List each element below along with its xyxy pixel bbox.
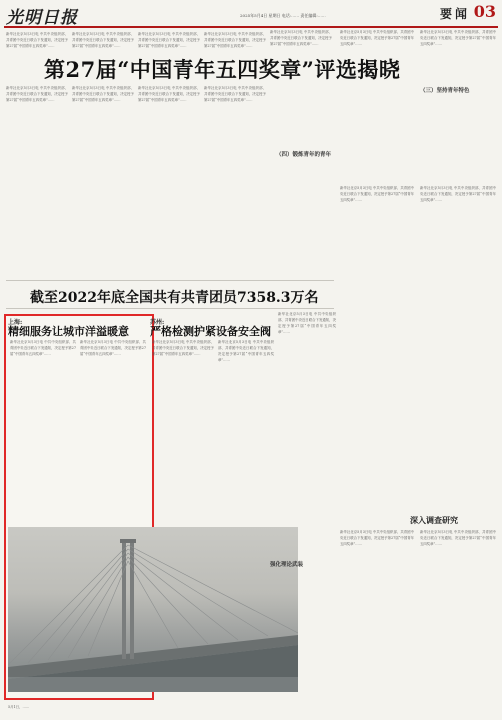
story-kicker-shanghai: 上海:	[8, 319, 23, 326]
story-kicker-suzhou: 苏州:	[150, 319, 165, 326]
text-column: 新华社北京5月3日电 中共中央组织部、共青团中央近日联合下发通知，决定授予第27届“中国青年五四奖章”……	[72, 32, 134, 48]
text-column: 新华社北京5月3日电 中共中央组织部、共青团中央近日联合下发通知，决定授予第27届“中国青年五四奖章”……	[420, 30, 496, 46]
subhead: 强化理论武装	[270, 562, 304, 568]
text-column: 新华社北京5月3日电 中共中央组织部、共青团中央近日联合下发通知，决定授予第27届“中国青年五四奖章”……	[204, 32, 266, 48]
text-column: 新华社北京5月3日电 中共中央组织部、共青团中央近日联合下发通知，决定授予第27届“中国青年五四奖章”……	[6, 86, 68, 102]
text-column: 新华社北京5月3日电 中共中央组织部、共青团中央近日联合下发通知，决定授予第27届“中国青年五四奖章”……	[72, 86, 134, 102]
story-headline-shanghai: 精细服务让城市洋溢暖意	[8, 325, 129, 338]
dateline: 2025年5月4日 星期日 电话:…… 责任编辑:……	[240, 13, 326, 18]
text-column: 新华社北京5月3日电 中共中央组织部、共青团中央近日联合下发通知，决定授予第27届“中国青年五四奖章”……	[152, 340, 214, 356]
text-column: 新华社北京5月3日电 中共中央组织部、共青团中央近日联合下发通知，决定授予第27届“中国青年五四奖章”……	[340, 530, 414, 546]
text-column: 新华社北京5月3日电 中共中央组织部、共青团中央近日联合下发通知，决定授予第27届“中国青年五四奖章”……	[340, 30, 414, 46]
text-column: 新华社北京5月3日电 中共中央组织部、共青团中央近日联合下发通知，决定授予第27届“中国青年五四奖章”……	[340, 186, 414, 202]
text-column: 新华社北京5月3日电 中共中央组织部、共青团中央近日联合下发通知，决定授予第27届“中国青年五四奖章”……	[420, 186, 496, 202]
text-column: 新华社北京5月3日电 中共中央组织部、共青团中央近日联合下发通知，决定授予第27届“中国青年五四奖章”……	[138, 86, 200, 102]
bridge-photo	[8, 527, 298, 692]
second-headline: 截至2022年底全国共有共青团员7358.3万名	[30, 290, 319, 306]
main-headline: 第27届“中国青年五四奖章”评选揭晓	[44, 57, 401, 82]
section-heading: 深入调查研究	[410, 515, 458, 525]
text-column: 新华社北京5月3日电 中共中央组织部、共青团中央近日联合下发通知，决定授予第27届“中国青年五四奖章”……	[270, 30, 332, 46]
text-column: 新华社北京5月3日电 中共中央组织部、共青团中央近日联合下发通知，决定授予第27届“中国青年五四奖章”……	[420, 530, 496, 546]
divider	[6, 308, 334, 309]
text-column: 新华社北京5月3日电 中共中央组织部、共青团中央近日联合下发通知，决定授予第27届“中国青年五四奖章”……	[204, 86, 266, 102]
divider	[6, 280, 334, 281]
text-column: 新华社北京5月3日电 中共中央组织部、共青团中央近日联合下发通知，决定授予第27届“中国青年五四奖章”……	[138, 32, 200, 48]
masthead	[4, 2, 498, 28]
photo-caption: 5月1日，……	[8, 705, 30, 709]
text-column: 新华社北京5月3日电 中共中央组织部、共青团中央近日联合下发通知，决定授予第27届“中国青年五四奖章”……	[10, 340, 76, 356]
bridge-illustration	[8, 527, 298, 692]
subhead: （三）坚持青年特色	[420, 88, 470, 94]
text-column: 新华社北京5月3日电 中共中央组织部、共青团中央近日联合下发通知，决定授予第27届“中国青年五四奖章”……	[80, 340, 146, 356]
story-headline-suzhou: 严格检测护紧设备安全阀	[150, 325, 271, 338]
text-column: 新华社北京5月3日电 中共中央组织部、共青团中央近日联合下发通知，决定授予第27届“中国青年五四奖章”……	[218, 340, 274, 362]
text-column: 新华社北京5月3日电 中共中央组织部、共青团中央近日联合下发通知，决定授予第27届“中国青年五四奖章”……	[6, 32, 68, 48]
page-number: 03	[473, 2, 496, 21]
section-name: 要闻	[439, 7, 470, 21]
text-column: 新华社北京5月3日电 中共中央组织部、共青团中央近日联合下发通知，决定授予第27届“中国青年五四奖章”……	[278, 312, 336, 334]
newspaper-logo: 光明日报	[6, 8, 78, 28]
subhead: （四）锻炼青年的青年	[276, 152, 332, 158]
